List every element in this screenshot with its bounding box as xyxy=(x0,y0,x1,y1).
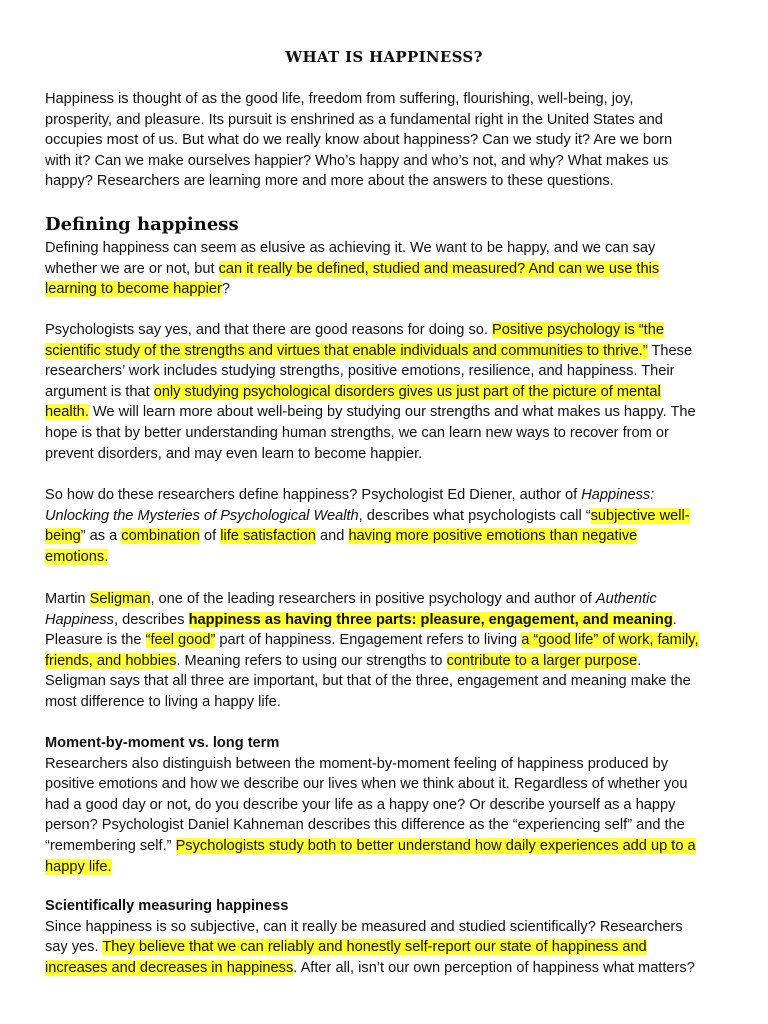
text-span: We will learn more about well-being by studying our strengths and what makes us happy. The xyxy=(88,404,696,421)
highlighted-text: Psychologists study both to better understand how daily experiences add up to a xyxy=(175,837,696,854)
text-span: part of happiness. Engagement refers to living xyxy=(215,632,522,649)
text-span: argument is that xyxy=(45,383,154,400)
text-span: . xyxy=(672,611,677,628)
highlighted-text: friends, and hobbies xyxy=(45,652,177,669)
text-line xyxy=(45,958,725,979)
subsection-heading: Moment-by-moment vs. long term xyxy=(45,735,280,751)
text-line xyxy=(45,857,725,878)
highlighted-text: scientific study of the strengths and virtues that enable individuals and communities to thrive.” xyxy=(45,342,648,359)
text-line: person? Psychologist Daniel Kahneman describes this difference as the “experiencing self” and the xyxy=(45,817,685,834)
page-title: WHAT IS HAPPINESS? xyxy=(285,48,483,66)
text-line xyxy=(45,526,725,547)
highlighted-text: contribute to a larger purpose xyxy=(446,652,638,669)
highlighted-text: being xyxy=(45,528,81,545)
text-line: with it? Can we make ourselves happier? Who’s happy and who’s not, and why? What makes us xyxy=(45,152,669,169)
book-title: Happiness: xyxy=(581,487,655,503)
text-line xyxy=(45,279,725,300)
highlighted-text: “feel good” xyxy=(145,632,216,649)
text-line: hope is that by better understanding human strengths, we can learn new ways to recover from or xyxy=(45,424,669,441)
text-span: ? xyxy=(221,281,230,298)
text-span: . After all, isn’t our own perception of happiness what matters? xyxy=(293,959,695,976)
text-line xyxy=(45,341,725,362)
text-line: had a good day or not, do you describe your life as a happy one? Or describe yourself as a happy xyxy=(45,796,676,813)
text-line xyxy=(45,485,725,506)
highlighted-text: emotions. xyxy=(45,548,109,565)
text-line xyxy=(45,630,725,651)
text-span: , describes what psychologists call “ xyxy=(358,507,591,524)
text-span: . xyxy=(637,652,642,669)
text-span: “remembering self.” xyxy=(45,837,176,854)
text-span: Pleasure is the xyxy=(45,632,146,649)
highlighted-text: health. xyxy=(45,404,89,421)
text-span: So how do these researchers define happiness? Psychologist Ed Diener, author of xyxy=(45,487,582,503)
highlighted-bold-text: happiness as having three parts: pleasure, engagement, and meaning xyxy=(188,611,673,628)
text-span: of xyxy=(199,528,221,545)
text-line xyxy=(45,651,725,672)
text-line: occupies most of us. But what do we really know about happiness? Can we study it? Are we born xyxy=(45,132,673,149)
highlighted-text: combination xyxy=(121,528,200,545)
paragraph-defining-2 xyxy=(45,320,725,464)
book-title: Happiness xyxy=(45,611,114,628)
highlighted-text: life satisfaction xyxy=(220,528,316,545)
text-line xyxy=(45,259,725,280)
highlighted-text: having more positive emotions than negative xyxy=(348,528,638,545)
text-line: prosperity, and pleasure. Its pursuit is enshrined as a fundamental right in the United States and xyxy=(45,111,663,128)
text-line: Happiness is thought of as the good life, freedom from suffering, flourishing, well-being, joy, xyxy=(45,91,634,107)
text-span: . Meaning refers to using our strengths to xyxy=(176,652,447,669)
section-moment xyxy=(45,733,725,877)
intro-paragraph xyxy=(45,89,725,192)
paragraph-defining-1 xyxy=(45,238,725,300)
highlighted-text: They believe that we can reliably and honestly self-report our state of happiness and xyxy=(102,939,647,956)
highlighted-text: a “good life” of work, family, xyxy=(521,632,699,649)
text-line xyxy=(45,937,725,958)
text-span: , describes xyxy=(113,611,189,628)
section-heading: Defining happiness xyxy=(45,214,239,235)
highlighted-text: learning to become happier xyxy=(45,281,222,298)
text-line: Researchers also distinguish between the moment-by-moment feeling of happiness produced by xyxy=(45,755,669,772)
text-span: whether we are or not, but xyxy=(45,260,219,277)
text-line xyxy=(45,402,725,423)
text-line: most difference to living a happy life. xyxy=(45,693,281,710)
book-title: Authentic xyxy=(595,591,657,607)
text-line: Since happiness is so subjective, can it really be measured and studied scientifically? Researchers xyxy=(45,918,683,935)
text-span: , one of the leading researchers in positive psychology and author of xyxy=(150,591,596,607)
highlighted-text: happy life. xyxy=(45,858,112,875)
text-span: and xyxy=(315,528,349,545)
text-line xyxy=(45,836,725,857)
text-line: positive emotions and how we describe our lives when we think about it. Regardless of whether you xyxy=(45,776,688,793)
highlighted-text: increases and decreases in happiness xyxy=(45,959,294,976)
text-line xyxy=(45,506,725,527)
text-span: ” as a xyxy=(80,528,122,545)
book-title: Unlocking the Mysteries of Psychological Wealth xyxy=(45,507,359,524)
highlighted-text: can it really be defined, studied and measured? And can we use this xyxy=(218,260,660,277)
subsection-heading: Scientifically measuring happiness xyxy=(45,898,289,914)
text-line xyxy=(45,320,725,341)
text-span: say yes. xyxy=(45,939,103,956)
text-line: prevent disorders, and may even learn to become happier. xyxy=(45,445,423,462)
text-line xyxy=(45,589,725,610)
text-line xyxy=(45,382,725,403)
text-span: Psychologists say yes, and that there are good reasons for doing so. xyxy=(45,322,492,338)
text-line xyxy=(45,547,725,568)
text-span: Martin xyxy=(45,591,90,607)
section-defining xyxy=(45,212,725,238)
highlighted-text: Positive psychology is “the xyxy=(492,322,664,338)
paragraph-defining-3 xyxy=(45,485,725,567)
text-line: Defining happiness can seem as elusive as achieving it. We want to be happy, and we can say xyxy=(45,240,656,256)
highlighted-text: only studying psychological disorders gives us just part of the picture of mental xyxy=(153,383,661,400)
text-line xyxy=(45,610,725,631)
text-line: researchers’ work includes studying strengths, positive emotions, resilience, and happiness. Their xyxy=(45,363,675,380)
highlighted-text: subjective well- xyxy=(590,507,690,524)
text-line: Seligman says that all three are important, but that of the three, engagement and meaning make the xyxy=(45,673,691,690)
text-span: These xyxy=(647,342,693,359)
paragraph-defining-4 xyxy=(45,589,725,713)
text-line: happy? Researchers are learning more and more about the answers to these questions. xyxy=(45,173,614,190)
section-measuring xyxy=(45,896,725,978)
highlighted-text: Seligman xyxy=(89,591,151,607)
